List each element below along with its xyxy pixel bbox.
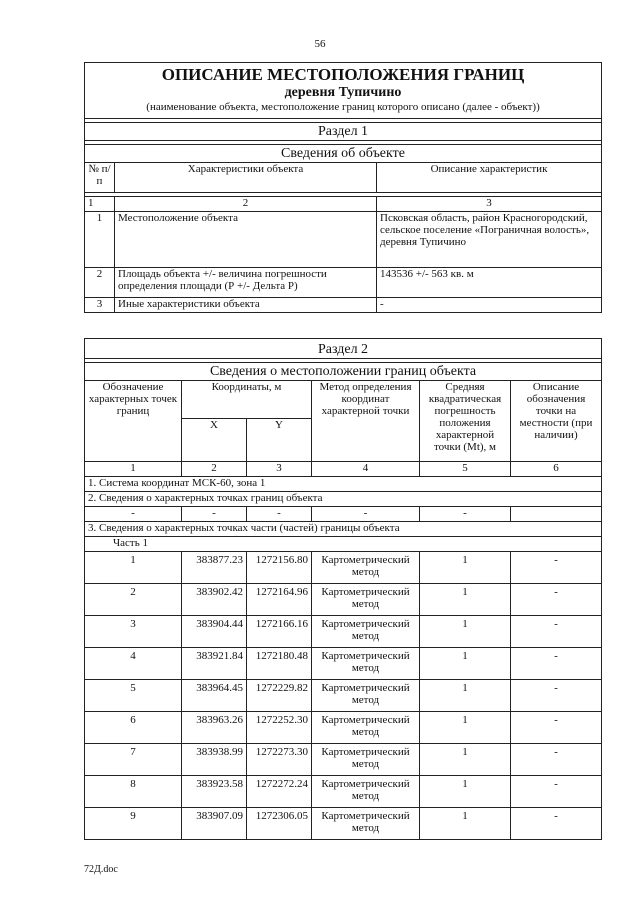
point-x: 383921.84: [182, 648, 247, 680]
point-number: 8: [85, 776, 182, 808]
header-num: № п/п: [85, 163, 115, 193]
point-method: Картометрический метод: [312, 776, 420, 808]
part-label: Часть 1: [85, 537, 602, 552]
point-y: 1272180.48: [247, 648, 312, 680]
document-title: ОПИСАНИЕ МЕСТОПОЛОЖЕНИЯ ГРАНИЦ: [85, 63, 602, 86]
row3-characteristic: Иные характеристики объекта: [115, 298, 377, 313]
point-x: 383904.44: [182, 616, 247, 648]
point-number: 1: [85, 552, 182, 584]
point-mt: 1: [420, 776, 511, 808]
col2-number-4: 4: [312, 462, 420, 477]
point-x: 383923.58: [182, 776, 247, 808]
point-method: Картометрический метод: [312, 744, 420, 776]
point-method: Картометрический метод: [312, 584, 420, 616]
point-x: 383963.26: [182, 712, 247, 744]
table-row: [85, 712, 602, 744]
point-desc: -: [511, 808, 602, 840]
header-desc: Описание обозначения точки на местности (при наличии): [511, 381, 602, 462]
col-number-3: 3: [377, 197, 602, 212]
section1-caption: Сведения об объекте: [85, 145, 602, 163]
table-row: [85, 584, 602, 616]
point-y: 1272273.30: [247, 744, 312, 776]
point-desc: -: [511, 648, 602, 680]
col2-number-2: 2: [182, 462, 247, 477]
dash-cell: -: [85, 507, 182, 522]
row2-num: 2: [85, 268, 115, 298]
table-row: [85, 616, 602, 648]
points-list: [85, 552, 602, 840]
point-desc: -: [511, 552, 602, 584]
point-mt: 1: [420, 744, 511, 776]
system-row: 1. Система координат МСК-60, зона 1: [85, 477, 602, 492]
point-mt: 1: [420, 648, 511, 680]
col-number-2: 2: [115, 197, 377, 212]
header-x: X: [182, 418, 247, 461]
point-method: Картометрический метод: [312, 712, 420, 744]
section1-table: [84, 62, 602, 313]
point-mt: 1: [420, 552, 511, 584]
point-x: 383877.23: [182, 552, 247, 584]
points-row: 2. Сведения о характерных точках границ объекта: [85, 492, 602, 507]
table-row: [85, 648, 602, 680]
parts-row: 3. Сведения о характерных точках части (частей) границы объекта: [85, 522, 602, 537]
header-mt: Средняя квадратическая погрешность положения характерной точки (Mt), м: [420, 381, 511, 462]
table-row: [85, 776, 602, 808]
point-desc: -: [511, 712, 602, 744]
dash-cell: -: [312, 507, 420, 522]
section2-name: Раздел 2: [85, 339, 602, 359]
section1-name: Раздел 1: [85, 123, 602, 141]
point-mt: 1: [420, 808, 511, 840]
point-mt: 1: [420, 584, 511, 616]
point-x: 383938.99: [182, 744, 247, 776]
header-y: Y: [247, 418, 312, 461]
point-number: 2: [85, 584, 182, 616]
point-number: 5: [85, 680, 182, 712]
header-point: Обозначение характерных точек границ: [85, 381, 182, 462]
footer-filename: 72Д.doc: [84, 864, 118, 875]
point-desc: -: [511, 616, 602, 648]
point-x: 383902.42: [182, 584, 247, 616]
section2-table: [84, 338, 602, 840]
row2-characteristic: Площадь объекта +/- величина погрешности определения площади (Р +/- Дельта Р): [115, 268, 377, 298]
row3-description: -: [377, 298, 602, 313]
point-mt: 1: [420, 680, 511, 712]
point-number: 4: [85, 648, 182, 680]
point-y: 1272272.24: [247, 776, 312, 808]
point-x: 383907.09: [182, 808, 247, 840]
point-y: 1272166.16: [247, 616, 312, 648]
row1-description: Псковская область, район Красногородский, сельское поселение «Пограничная волость», деревня Тупичино: [377, 212, 602, 268]
row3-num: 3: [85, 298, 115, 313]
col2-number-5: 5: [420, 462, 511, 477]
dash-cell: -: [247, 507, 312, 522]
page-number: 56: [314, 38, 326, 50]
point-desc: -: [511, 584, 602, 616]
point-number: 9: [85, 808, 182, 840]
col2-number-6: 6: [511, 462, 602, 477]
header-coords: Координаты, м: [182, 381, 312, 419]
point-y: 1272164.96: [247, 584, 312, 616]
point-method: Картометрический метод: [312, 680, 420, 712]
header-description: Описание характеристик: [377, 163, 602, 193]
point-number: 7: [85, 744, 182, 776]
point-desc: -: [511, 680, 602, 712]
title-hint: (наименование объекта, местоположение границ которого описано (далее - объект)): [85, 101, 602, 119]
document-subtitle: деревня Тупичино: [85, 85, 602, 101]
point-method: Картометрический метод: [312, 552, 420, 584]
point-mt: 1: [420, 712, 511, 744]
dash-cell: -: [420, 507, 511, 522]
point-y: 1272252.30: [247, 712, 312, 744]
point-desc: -: [511, 744, 602, 776]
table-row: [85, 744, 602, 776]
point-number: 3: [85, 616, 182, 648]
point-y: 1272306.05: [247, 808, 312, 840]
point-method: Картометрический метод: [312, 616, 420, 648]
header-method: Метод определения координат характерной точки: [312, 381, 420, 462]
dash-cell: [511, 507, 602, 522]
point-x: 383964.45: [182, 680, 247, 712]
col2-number-1: 1: [85, 462, 182, 477]
table-row: [85, 680, 602, 712]
point-method: Картометрический метод: [312, 648, 420, 680]
header-characteristic: Характеристики объекта: [115, 163, 377, 193]
row1-num: 1: [85, 212, 115, 268]
point-method: Картометрический метод: [312, 808, 420, 840]
col-number-1: 1: [85, 197, 115, 212]
section2-caption: Сведения о местоположении границ объекта: [85, 363, 602, 381]
row1-characteristic: Местоположение объекта: [115, 212, 377, 268]
point-desc: -: [511, 776, 602, 808]
point-number: 6: [85, 712, 182, 744]
col2-number-3: 3: [247, 462, 312, 477]
point-mt: 1: [420, 616, 511, 648]
point-y: 1272229.82: [247, 680, 312, 712]
dash-cell: -: [182, 507, 247, 522]
row2-description: 143536 +/- 563 кв. м: [377, 268, 602, 298]
table-row: [85, 552, 602, 584]
point-y: 1272156.80: [247, 552, 312, 584]
table-row: [85, 808, 602, 840]
